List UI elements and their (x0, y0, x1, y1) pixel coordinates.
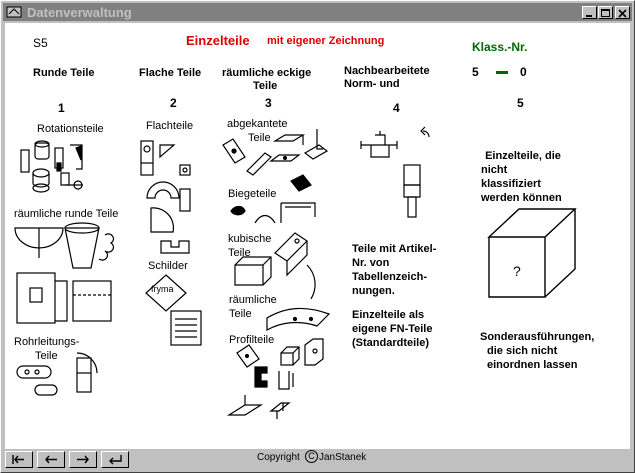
nav-forward-button[interactable] (69, 451, 97, 468)
fryma-label: fryma (151, 284, 174, 294)
artikel-line-4: nungen. (352, 285, 395, 297)
minimize-icon (583, 8, 596, 19)
col4-number: 4 (393, 101, 400, 115)
special-line-1: Sonderausführungen, (480, 331, 595, 343)
col1-heading: Runde Teile (33, 67, 95, 79)
rotation-parts-icon (21, 141, 83, 192)
spatial-parts-icon (267, 308, 329, 330)
first-page-icon (6, 452, 32, 467)
col4-heading-2: Norm- und (344, 78, 400, 90)
profile-parts-icon (229, 339, 323, 419)
part-illustrations (5, 23, 630, 449)
special-line-3: einordnen lassen (487, 359, 578, 371)
col5-number: 5 (517, 96, 524, 110)
arrow-left-icon (38, 452, 64, 467)
page-subtitle: mit eigener Zeichnung (267, 35, 385, 47)
navigation-bar (5, 451, 135, 469)
col3-heading-1: räumliche eckige (222, 67, 312, 79)
title-bar[interactable] (3, 3, 632, 21)
copyright-label: Copyright (257, 452, 300, 463)
close-icon (616, 8, 629, 19)
maximize-icon (599, 8, 612, 19)
unclassified-line-1: Einzelteile, die (485, 150, 561, 162)
artikel-line-3: Tabellenzeich- (352, 271, 427, 283)
copyright-author: JanStanek (319, 452, 367, 463)
box-question-mark: ? (513, 263, 521, 279)
bent-sheet-parts-icon (223, 129, 327, 191)
unclassified-line-3: klassifiziert (481, 178, 541, 190)
nav-first-button[interactable] (5, 451, 33, 468)
unclassified-cube-icon (489, 209, 575, 297)
rotationsteile-label: Rotationsteile (37, 123, 104, 135)
special-line-2: die sich nicht (487, 345, 558, 357)
flat-parts-icon (141, 141, 190, 253)
kubische-label-1: kubische (228, 233, 272, 245)
pipe-parts-icon (17, 353, 97, 395)
raeumliche-label-2: Teile (229, 308, 252, 320)
rohrleitungs-label-1: Rohrleitungs- (14, 336, 80, 348)
col3-heading-2: Teile (253, 80, 278, 92)
close-button[interactable] (615, 6, 630, 19)
signs-icon (146, 275, 201, 345)
klass-to: 0 (520, 65, 527, 79)
schilder-label: Schilder (148, 260, 188, 272)
norm-parts-icon (361, 127, 429, 217)
page-id: S5 (33, 36, 48, 50)
unclassified-line-2: nicht (481, 164, 508, 176)
klass-label: Klass.-Nr. (472, 40, 528, 54)
abgekantete-label-2: Teile (248, 132, 271, 144)
cubic-parts-icon (235, 233, 315, 299)
arrow-right-icon (70, 452, 96, 467)
col4-heading-1: Nachbearbeitete (344, 65, 430, 77)
nav-return-button[interactable] (101, 451, 129, 468)
bent-parts-icon (231, 203, 315, 223)
maximize-button[interactable] (598, 6, 613, 19)
return-icon (102, 452, 128, 467)
fn-line-2: eigene FN-Teile (352, 323, 433, 335)
artikel-line-2: Nr. von (352, 257, 390, 269)
page-title: Einzelteile (186, 33, 250, 48)
raeumlich-runde-label: räumliche runde Teile (14, 208, 119, 220)
artikel-line-1: Teile mit Artikel- (352, 243, 437, 255)
flachteile-label: Flachteile (146, 120, 194, 132)
biegeteile-label: Biegeteile (228, 188, 277, 200)
fn-line-1: Einzelteile als (352, 309, 425, 321)
nav-back-button[interactable] (37, 451, 65, 468)
unclassified-line-4: werden können (481, 192, 562, 204)
col2-number: 2 (170, 96, 177, 110)
col2-heading: Flache Teile (139, 67, 202, 79)
minimize-button[interactable] (582, 6, 597, 19)
copyright-symbol: C (305, 450, 318, 463)
kubische-label-2: Teile (228, 247, 251, 259)
col3-number: 3 (265, 96, 272, 110)
col1-number: 1 (58, 101, 65, 115)
window-title: Datenverwaltung (27, 5, 132, 20)
abgekantete-label-1: abgekantete (227, 118, 288, 130)
rohrleitungs-label-2: Teile (35, 350, 58, 362)
app-icon (6, 5, 22, 19)
fn-line-3: (Standardteile) (352, 337, 430, 349)
klass-from: 5 (472, 65, 479, 79)
profilteile-label: Profilteile (229, 334, 275, 346)
content-area (5, 23, 630, 463)
spatial-round-parts-icon (15, 223, 113, 323)
raeumliche-label-1: räumliche (229, 294, 277, 306)
